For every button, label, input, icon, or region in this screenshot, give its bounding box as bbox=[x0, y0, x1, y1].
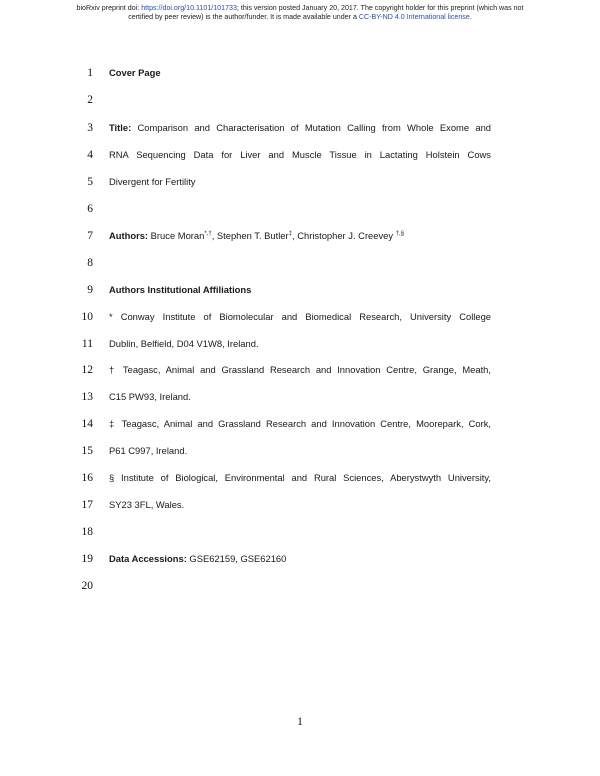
document-line bbox=[0, 174, 600, 190]
line-number: 8 bbox=[87, 257, 93, 269]
line-number: 11 bbox=[81, 338, 93, 350]
data-accessions-label: Data Accessions: bbox=[109, 553, 187, 564]
line-number: 9 bbox=[87, 284, 93, 296]
title-line-1 bbox=[109, 120, 491, 136]
line-number: 5 bbox=[87, 176, 93, 188]
document-line bbox=[0, 201, 600, 217]
document-line bbox=[0, 147, 600, 163]
page-number: 1 bbox=[297, 716, 303, 728]
author-moran-affiliation-marks: *,† bbox=[204, 231, 212, 237]
data-accessions-value: GSE62159, GSE62160 bbox=[186, 553, 287, 564]
doi-link[interactable]: https://doi.org/10.1101/101733 bbox=[141, 4, 237, 12]
line-number: 2 bbox=[87, 94, 93, 106]
preprint-notice-line-1 bbox=[0, 4, 600, 13]
document-line bbox=[0, 228, 600, 244]
document-line bbox=[0, 362, 600, 378]
line-number: 14 bbox=[81, 418, 93, 430]
title-line-2: RNA Sequencing Data for Liver and Muscle Tissue in Lactating Holstein Cows bbox=[109, 149, 491, 160]
author-creevey: , Christopher J. Creevey bbox=[292, 230, 396, 241]
license-link[interactable]: CC-BY-ND 4.0 International license bbox=[358, 13, 470, 21]
line-number: 15 bbox=[81, 445, 93, 457]
line-number: 12 bbox=[81, 364, 93, 376]
document-line bbox=[0, 497, 600, 513]
authors-line bbox=[109, 228, 404, 244]
affiliation-ucd-line-2: Dublin, Belfield, D04 V1W8, Ireland. bbox=[109, 338, 259, 349]
document-line bbox=[0, 443, 600, 459]
line-number: 3 bbox=[87, 122, 93, 134]
document-line bbox=[0, 309, 600, 325]
preprint-license-prefix: certified by peer review) is the author/funder. It is made available under a bbox=[128, 13, 359, 21]
line-number: 10 bbox=[81, 311, 93, 323]
document-line bbox=[0, 578, 600, 594]
preprint-license-suffix: . bbox=[469, 13, 472, 21]
line-number: 1 bbox=[87, 67, 93, 79]
title-text: Comparison and Characterisation of Mutation Calling from Whole Exome and bbox=[131, 122, 491, 133]
document-line bbox=[0, 551, 600, 567]
document-line bbox=[0, 282, 600, 298]
affiliations-heading: Authors Institutional Affiliations bbox=[109, 284, 252, 295]
affiliation-ucd-line-1: * Conway Institute of Biomolecular and Biomedical Research, University College bbox=[109, 311, 491, 322]
line-number: 16 bbox=[81, 472, 93, 484]
document-line bbox=[0, 416, 600, 432]
line-number: 20 bbox=[81, 580, 93, 592]
document-line bbox=[0, 524, 600, 540]
affiliation-teagasc-grange-line-2: C15 PW93, Ireland. bbox=[109, 391, 191, 402]
data-accessions-line bbox=[109, 551, 286, 567]
document-line bbox=[0, 336, 600, 352]
preprint-doi-prefix: bioRxiv preprint doi: bbox=[76, 4, 142, 12]
authors-label: Authors: bbox=[109, 230, 149, 241]
preprint-notice bbox=[0, 4, 600, 22]
line-number: 18 bbox=[81, 526, 93, 538]
line-number: 4 bbox=[87, 149, 93, 161]
line-number: 7 bbox=[87, 230, 93, 242]
affiliation-teagasc-grange-line-1: † Teagasc, Animal and Grassland Research and Innovation Centre, Grange, Meath, bbox=[109, 364, 491, 375]
author-butler: , Stephen T. Butler bbox=[211, 230, 289, 241]
cover-page-heading: Cover Page bbox=[109, 67, 161, 78]
preprint-notice-line-2 bbox=[0, 13, 600, 22]
affiliation-ibers-line-1: § Institute of Biological, Environmental and Rural Sciences, Aberystwyth University, bbox=[109, 472, 491, 483]
line-number: 19 bbox=[81, 553, 93, 565]
title-line-3: Divergent for Fertility bbox=[109, 176, 196, 187]
affiliation-teagasc-moorepark-line-2: P61 C997, Ireland. bbox=[109, 445, 188, 456]
line-number: 17 bbox=[81, 499, 93, 511]
document-line bbox=[0, 470, 600, 486]
preprint-posted-text: ; this version posted January 20, 2017. The copyright holder for this preprint (which was not bbox=[236, 4, 524, 12]
document-line bbox=[0, 92, 600, 108]
document-line bbox=[0, 389, 600, 405]
line-number: 13 bbox=[81, 391, 93, 403]
document-line bbox=[0, 120, 600, 136]
line-number: 6 bbox=[87, 203, 93, 215]
author-butler-affiliation-marks: ‡ bbox=[288, 231, 292, 237]
author-creevey-affiliation-marks: †,§ bbox=[395, 231, 405, 237]
document-line bbox=[0, 65, 600, 81]
affiliation-ibers-line-2: SY23 3FL, Wales. bbox=[109, 499, 185, 510]
affiliation-teagasc-moorepark-line-1: ‡ Teagasc, Animal and Grassland Research and Innovation Centre, Moorepark, Cork, bbox=[109, 418, 491, 429]
document-line bbox=[0, 255, 600, 271]
title-label: Title: bbox=[109, 122, 132, 133]
author-moran: Bruce Moran bbox=[148, 230, 205, 241]
